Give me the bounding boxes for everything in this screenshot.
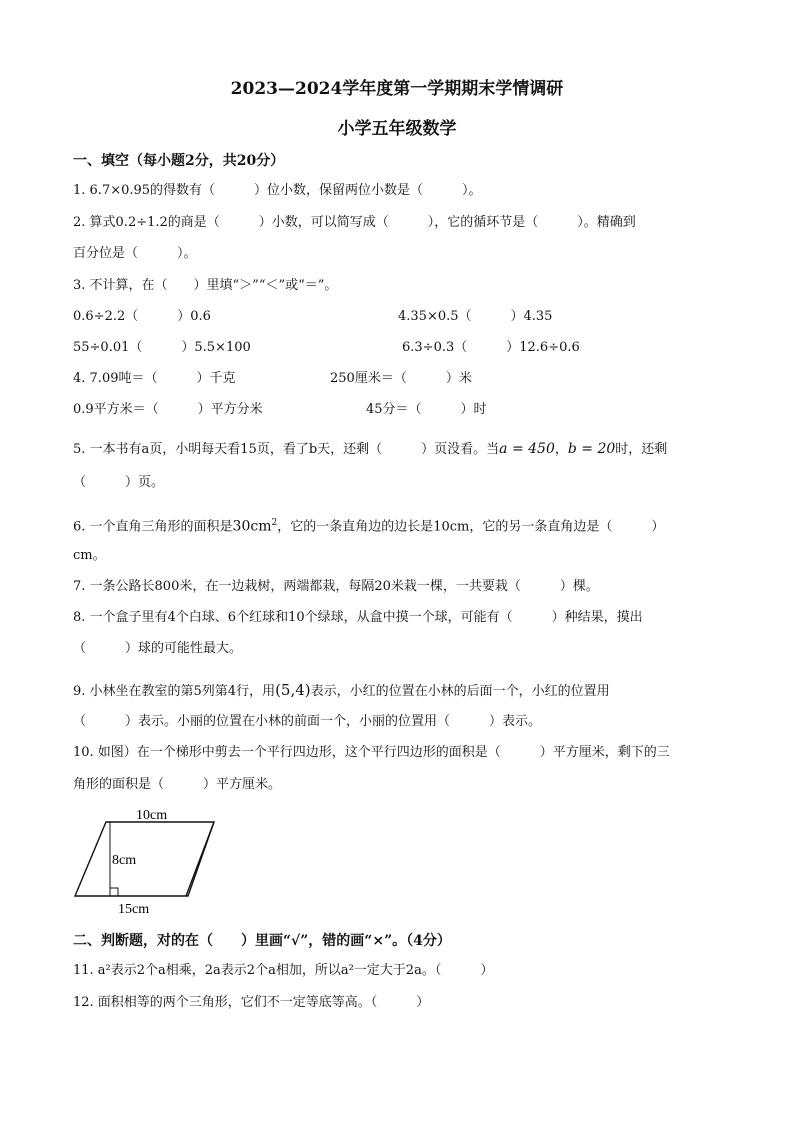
math-area-exponent: 2 <box>271 518 278 528</box>
question-6-text-a: 6. 一个直角三角形的面积是 <box>73 519 233 535</box>
question-6-text-b: ，它的一条直角边的边长是10cm，它的另一条直角边是（ ） <box>277 519 665 535</box>
question-3-item-4: 6.3÷0.3（ ）12.6÷0.6 <box>402 340 580 355</box>
question-5-line-1 <box>73 440 667 459</box>
trapezoid-outline <box>75 822 214 896</box>
question-4-item-3: 0.9平方米＝（ ）平方分米 <box>73 402 263 417</box>
math-b-equals: b = 20 <box>567 441 616 457</box>
question-2-line-1: 2. 算式0.2÷1.2的商是（ ）小数，可以简写成（ ），它的循环节是（ ）。精确到 <box>73 215 636 230</box>
question-4-item-1: 4. 7.09吨＝（ ）千克 <box>73 371 236 386</box>
question-4-item-4: 45分＝（ ）时 <box>366 402 487 417</box>
right-angle-mark <box>110 888 118 896</box>
question-8-line-2: （ ）球的可能性最大。 <box>73 641 243 656</box>
figure-top-label: 10cm <box>136 808 168 823</box>
question-9-line-1 <box>73 681 610 701</box>
question-3-item-1: 0.6÷2.2（ ）0.6 <box>73 309 211 324</box>
question-3-item-2: 4.35×0.5（ ）4.35 <box>398 309 553 324</box>
question-9-text-b: 表示，小红的位置在小林的后面一个，小红的位置用 <box>310 684 610 699</box>
trapezoid-figure <box>70 802 230 920</box>
math-area: 30cm <box>232 518 272 535</box>
question-4-item-2: 250厘米＝（ ）米 <box>330 371 472 386</box>
question-6-line-1 <box>73 514 664 536</box>
question-5-separator: ， <box>554 442 568 457</box>
question-3-item-3: 55÷0.01（ ）5.5×100 <box>73 340 251 355</box>
question-12: 12. 面积相等的两个三角形，它们不一定等底等高。（ ） <box>73 995 430 1010</box>
question-1: 1. 6.7×0.95的得数有（ ）位小数，保留两位小数是（ ）。 <box>73 183 482 198</box>
figure-height-label: 8cm <box>112 853 137 868</box>
question-5-text-a: 5. 一本书有a页，小明每天看15页，看了b天，还剩（ ）页没看。当 <box>73 442 500 457</box>
question-11: 11. a²表示2个a相乘，2a表示2个a相加，所以a²一定大于2a。（ ） <box>73 963 494 978</box>
math-a-equals: a = 450 <box>499 441 555 457</box>
parallelogram-cut-line <box>186 822 214 896</box>
page-subtitle: 小学五年级数学 <box>337 119 457 139</box>
question-5-text-b: 时，还剩 <box>615 442 668 457</box>
page-title: 2023—2024学年度第一学期期末学情调研 <box>230 79 564 99</box>
question-9-text-a: 9. 小林坐在教室的第5列第4行，用 <box>73 684 276 699</box>
question-2-line-2: 百分位是（ ）。 <box>73 246 197 261</box>
question-6-line-2: cm。 <box>73 548 106 563</box>
section-heading-1: 一、填空（每小题2分，共20分） <box>73 153 285 169</box>
question-3: 3. 不计算，在（ ）里填“＞”“＜”或“＝”。 <box>73 278 338 293</box>
section-heading-2: 二、判断题，对的在（ ）里画“√”，错的画“×”。（4分） <box>73 933 451 949</box>
question-10-line-2: 角形的面积是（ ）平方厘米。 <box>73 777 282 792</box>
question-7: 7. 一条公路长800米，在一边栽树，两端都栽，每隔20米栽一棵，一共要栽（ ）棵。 <box>73 579 599 594</box>
question-8-line-1: 8. 一个盒子里有4个白球、6个红球和10个绿球，从盒中摸一个球，可能有（ ）种结果，摸出 <box>73 610 643 625</box>
figure-bottom-label: 15cm <box>118 902 150 917</box>
question-10-line-1: 10. 如图）在一个梯形中剪去一个平行四边形，这个平行四边形的面积是（ ）平方厘米，剩下的三 <box>73 745 670 760</box>
question-5-line-2: （ ）页。 <box>73 475 165 490</box>
question-9-line-2: （ ）表示。小丽的位置在小林的前面一个，小丽的位置用（ ）表示。 <box>73 714 542 729</box>
math-coordinate: (5,4) <box>275 681 311 699</box>
